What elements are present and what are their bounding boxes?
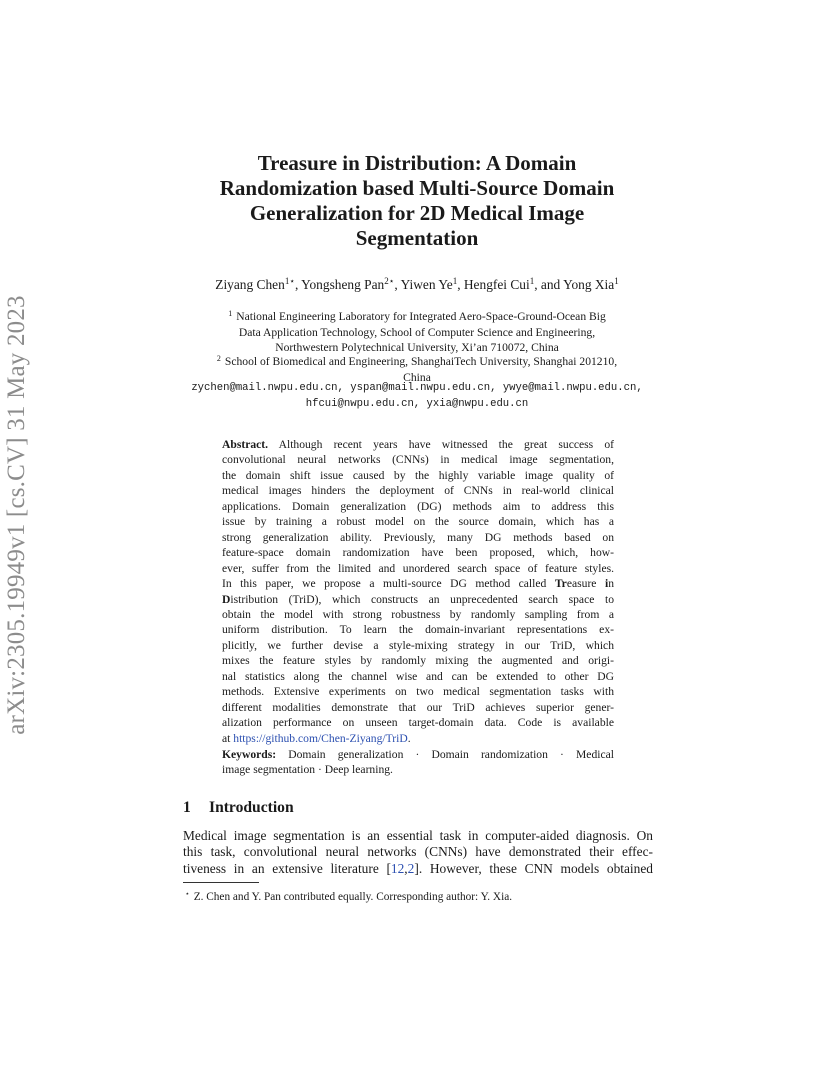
author-name: Yiwen Ye xyxy=(400,277,453,292)
abstract-line: the domain shift issue caused by the highly variable image quality of xyxy=(222,468,614,482)
abstract-line xyxy=(222,437,614,452)
keywords-text: Domain generalization · Domain randomization · Medical xyxy=(288,748,614,761)
title-line: Randomization based Multi-Source Domain xyxy=(219,176,615,200)
body-text-run: , xyxy=(404,860,408,876)
title-line: Generalization for 2D Medical Image xyxy=(249,201,585,225)
affiliation-mark: 2 xyxy=(216,354,221,363)
section-heading xyxy=(183,799,294,817)
affiliation-line: China xyxy=(403,370,431,384)
abstract-line: issue by training a robust model on the source domain, which has a xyxy=(222,515,614,529)
body-text xyxy=(183,828,653,877)
method-acronym-letter: D xyxy=(222,592,231,606)
paper-title xyxy=(170,151,664,251)
author-list xyxy=(150,277,684,293)
author-affil-mark: 2⋆ xyxy=(384,276,395,286)
abstract-line: ever, suffer from the limited and unordered search space of feature styles. xyxy=(222,561,614,575)
abstract-line: feature-space domain randomization have been proposed, which, how- xyxy=(222,546,614,560)
affiliation-mark: 1 xyxy=(228,309,233,318)
keywords-line xyxy=(222,747,614,762)
abstract-line: uniform distribution. To learn the domain-invariant representations ex- xyxy=(222,623,614,637)
author-separator: , xyxy=(394,277,401,292)
keywords xyxy=(222,747,614,778)
author-name: Hengfei Cui xyxy=(463,277,530,292)
abstract-text: easure xyxy=(566,577,605,591)
abstract xyxy=(222,437,614,746)
abstract-text: Although recent years have witnessed the great success of xyxy=(278,438,614,451)
author-name: Yongsheng Pan xyxy=(301,277,385,292)
keywords-label: Keywords: xyxy=(222,748,277,761)
abstract-text: istribution (TriD), which constructs an unprecedented search space to xyxy=(230,592,614,606)
affiliation-line: Data Application Technology, School of Computer Science and Engineering, xyxy=(238,325,596,339)
affiliation-line xyxy=(180,306,654,325)
abstract-text: at xyxy=(222,731,234,745)
footnote-text: Z. Chen and Y. Pan contributed equally. Corresponding author: Y. Xia. xyxy=(193,891,513,903)
footnote xyxy=(185,887,512,904)
author-separator: , xyxy=(457,277,464,292)
email-line: hfcui@nwpu.edu.cn, yxia@nwpu.edu.cn xyxy=(305,397,529,410)
code-link[interactable]: https://github.com/Chen-Ziyang/TriD xyxy=(233,731,408,745)
title-line: Segmentation xyxy=(355,226,479,250)
abstract-line: applications. Domain generalization (DG) methods aim to address this xyxy=(222,499,614,513)
author-separator: , and xyxy=(534,277,564,292)
section-number: 1 xyxy=(183,799,191,816)
author-separator: , xyxy=(294,277,302,292)
affiliation-text: School of Biomedical and Engineering, ShanghaiTech University, Shanghai 201210, xyxy=(224,355,618,368)
author-affil-mark: 1 xyxy=(614,276,619,286)
body-line: Medical image segmentation is an essential task in computer-aided diagnosis. On xyxy=(183,828,653,843)
abstract-text: n xyxy=(608,577,614,591)
footnote-rule xyxy=(183,882,259,883)
author-affil-mark: 1 xyxy=(529,276,535,286)
abstract-line xyxy=(222,731,614,746)
body-text-run: tiveness in an extensive literature [ xyxy=(183,860,391,876)
body-line xyxy=(183,861,653,877)
arxiv-stamp: arXiv:2305.19949v1 [cs.CV] 31 May 2023 xyxy=(3,295,30,735)
method-acronym-letter: i xyxy=(604,577,609,591)
author-affil-mark: 1⋆ xyxy=(284,276,295,286)
abstract-line xyxy=(222,576,614,591)
abstract-line xyxy=(222,592,614,607)
abstract-text: In this paper, we propose a multi-source DG method called xyxy=(222,577,555,591)
affiliation-2 xyxy=(180,351,654,385)
abstract-line: methods. Extensive experiments on two medical segmentation tasks with xyxy=(222,685,614,699)
email-line: zychen@mail.nwpu.edu.cn, yspan@mail.nwpu.edu.cn, ywye@mail.nwpu.edu.cn, xyxy=(191,382,643,394)
abstract-line: plicitly, we further devise a style-mixing strategy in our TriD, which xyxy=(222,638,614,652)
abstract-label: Abstract. xyxy=(222,438,269,451)
email-list xyxy=(170,381,664,412)
section-title: Introduction xyxy=(209,799,294,816)
abstract-line: alization performance on unseen target-domain data. Code is available xyxy=(222,716,614,730)
abstract-line: convolutional neural networks (CNNs) in medical image segmentation, xyxy=(222,453,614,467)
abstract-line: different modalities demonstrate that our TriD achieves superior gener- xyxy=(222,700,614,714)
body-line: this task, convolutional neural networks (CNNs) have demonstrated their effec- xyxy=(183,844,653,860)
author-name: Ziyang Chen xyxy=(215,277,285,292)
method-acronym-letter: Tr xyxy=(554,577,567,591)
affiliation-line xyxy=(180,351,654,370)
abstract-line: strong generalization ability. Previously, many DG methods based on xyxy=(222,530,614,544)
keywords-line: image segmentation · Deep learning. xyxy=(222,763,393,777)
title-line: Treasure in Distribution: A Domain xyxy=(257,151,577,175)
abstract-text: . xyxy=(407,731,411,745)
body-text-run: ]. However, these CNN models obtained xyxy=(414,860,653,876)
citation-link[interactable]: 2 xyxy=(407,860,415,876)
abstract-line: mixes the feature styles by randomly mixing the augmented and origi- xyxy=(222,654,614,668)
abstract-line: obtain the model with strong robustness by randomly sampling from a xyxy=(222,607,614,621)
author-name: Yong Xia xyxy=(563,277,615,292)
affiliation-text: National Engineering Laboratory for Integrated Aero-Space-Ground-Ocean Big xyxy=(236,310,606,323)
affiliation-1 xyxy=(180,306,654,356)
author-affil-mark: 1 xyxy=(452,276,458,286)
footnote-mark: ⋆ xyxy=(185,889,190,898)
abstract-line: nal statistics along the channel wise and can be extended to other DG xyxy=(222,669,614,683)
affiliation-line: Northwestern Polytechnical University, Xi’an 710072, China xyxy=(275,341,559,354)
citation-link[interactable]: 12 xyxy=(390,860,405,876)
abstract-line: medical images hinders the deployment of CNNs in real-world clinical xyxy=(222,484,614,498)
